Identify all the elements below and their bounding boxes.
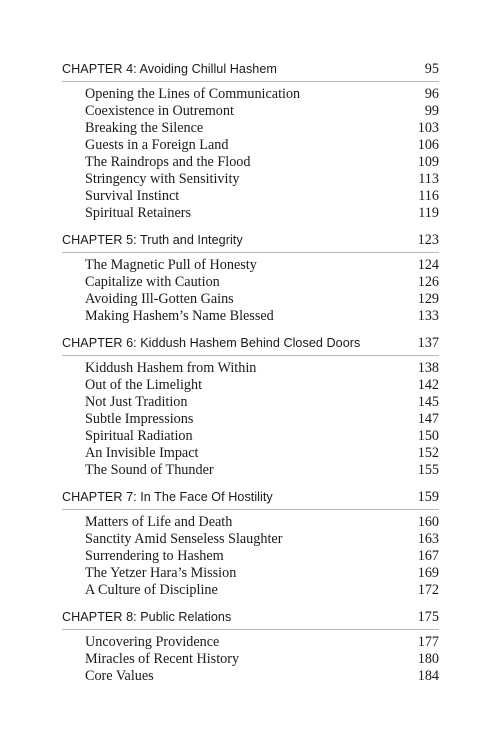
chapter-divider [62,355,439,356]
entry-title: Opening the Lines of Communication [85,86,301,102]
entry-page-number: 99 [424,103,439,119]
chapter-title: CHAPTER 7: In The Face Of Hostility [62,490,273,504]
toc-entry[interactable] [85,274,439,291]
entry-page-number: 129 [417,291,439,307]
entry-title: Spiritual Radiation [85,428,193,444]
toc-entry[interactable] [85,154,439,171]
chapter-spacer [62,325,439,333]
toc-entry[interactable] [85,360,439,377]
chapter-page-number: 137 [417,335,439,351]
chapter-title: CHAPTER 4: Avoiding Chillul Hashem [62,62,277,76]
chapter-divider [62,252,439,253]
entry-title: Core Values [85,668,154,684]
chapter-section [62,333,439,487]
toc-entry[interactable] [85,120,439,137]
toc-entry[interactable] [85,291,439,308]
toc-entry[interactable] [85,377,439,394]
entry-title: Surrendering to Hashem [85,548,224,564]
entry-page-number: 160 [417,514,439,530]
toc-entry[interactable] [85,634,439,651]
entry-title: Coexistence in Outremont [85,103,234,119]
entry-title: Subtle Impressions [85,411,194,427]
entry-list [62,360,439,479]
entry-page-number: 96 [424,86,439,102]
chapter-heading[interactable] [62,59,439,80]
chapter-divider [62,81,439,82]
entry-title: Miracles of Recent History [85,651,240,667]
toc-entry[interactable] [85,668,439,685]
entry-title: Breaking the Silence [85,120,204,136]
chapter-page-number: 95 [424,61,439,77]
entry-title: Spiritual Retainers [85,205,191,221]
entry-page-number: 116 [418,188,439,204]
toc-entry[interactable] [85,565,439,582]
chapter-title: CHAPTER 6: Kiddush Hashem Behind Closed Doors [62,336,361,350]
entry-page-number: 184 [417,668,439,684]
entry-title: A Culture of Discipline [85,582,218,598]
toc-entry[interactable] [85,308,439,325]
toc-entry[interactable] [85,257,439,274]
chapter-section [62,230,439,333]
toc-entry[interactable] [85,514,439,531]
chapter-section [62,607,439,685]
entry-title: An Invisible Impact [85,445,199,461]
entry-page-number: 172 [417,582,439,598]
entry-page-number: 180 [417,651,439,667]
entry-title: Capitalize with Caution [85,274,220,290]
entry-title: Kiddush Hashem from Within [85,360,257,376]
entry-title: The Raindrops and the Flood [85,154,251,170]
entry-title: Uncovering Providence [85,634,220,650]
entry-page-number: 147 [417,411,439,427]
toc-entry[interactable] [85,462,439,479]
entry-page-number: 126 [417,274,439,290]
chapter-section [62,487,439,607]
entry-page-number: 124 [417,257,439,273]
entry-page-number: 106 [417,137,439,153]
toc-entry[interactable] [85,445,439,462]
entry-page-number: 113 [418,171,439,187]
chapter-heading[interactable] [62,607,439,628]
entry-title: Making Hashem’s Name Blessed [85,308,274,324]
toc-entry[interactable] [85,171,439,188]
chapter-heading[interactable] [62,333,439,354]
entry-page-number: 152 [417,445,439,461]
chapter-divider [62,629,439,630]
toc-entry[interactable] [85,651,439,668]
chapter-page-number: 159 [417,489,439,505]
toc-entry[interactable] [85,103,439,120]
entry-title: Out of the Limelight [85,377,203,393]
entry-title: Stringency with Sensitivity [85,171,240,187]
entry-title: Survival Instinct [85,188,180,204]
chapter-page-number: 175 [417,609,439,625]
entry-title: The Sound of Thunder [85,462,214,478]
toc-entry[interactable] [85,205,439,222]
entry-page-number: 138 [417,360,439,376]
entry-title: Sanctity Amid Senseless Slaughter [85,531,283,547]
entry-list [62,257,439,325]
entry-title: Guests in a Foreign Land [85,137,229,153]
toc-entry[interactable] [85,582,439,599]
toc-entry[interactable] [85,86,439,103]
toc-entry[interactable] [85,531,439,548]
chapter-title: CHAPTER 5: Truth and Integrity [62,233,243,247]
entry-page-number: 163 [417,531,439,547]
toc-entry[interactable] [85,428,439,445]
entry-page-number: 150 [417,428,439,444]
entry-list [62,634,439,685]
chapter-spacer [62,222,439,230]
entry-page-number: 167 [417,548,439,564]
chapter-title: CHAPTER 8: Public Relations [62,610,232,624]
entry-title: Not Just Tradition [85,394,188,410]
entry-title: The Magnetic Pull of Honesty [85,257,257,273]
entry-list [62,514,439,599]
entry-page-number: 119 [418,205,439,221]
entry-page-number: 133 [417,308,439,324]
entry-page-number: 169 [417,565,439,581]
entry-page-number: 142 [417,377,439,393]
chapter-section [62,59,439,230]
toc-entry[interactable] [85,137,439,154]
entry-page-number: 145 [417,394,439,410]
chapter-spacer [62,599,439,607]
toc-entry[interactable] [85,188,439,205]
chapter-spacer [62,479,439,487]
table-of-contents [62,59,439,685]
toc-entry[interactable] [85,411,439,428]
entry-page-number: 155 [417,462,439,478]
entry-title: Matters of Life and Death [85,514,233,530]
entry-title: Avoiding Ill-Gotten Gains [85,291,234,307]
toc-entry[interactable] [85,548,439,565]
chapter-divider [62,509,439,510]
entry-list [62,86,439,222]
chapter-page-number: 123 [417,232,439,248]
chapter-heading[interactable] [62,487,439,508]
entry-page-number: 177 [417,634,439,650]
entry-title: The Yetzer Hara’s Mission [85,565,237,581]
entry-page-number: 103 [417,120,439,136]
toc-entry[interactable] [85,394,439,411]
chapter-heading[interactable] [62,230,439,251]
entry-page-number: 109 [417,154,439,170]
